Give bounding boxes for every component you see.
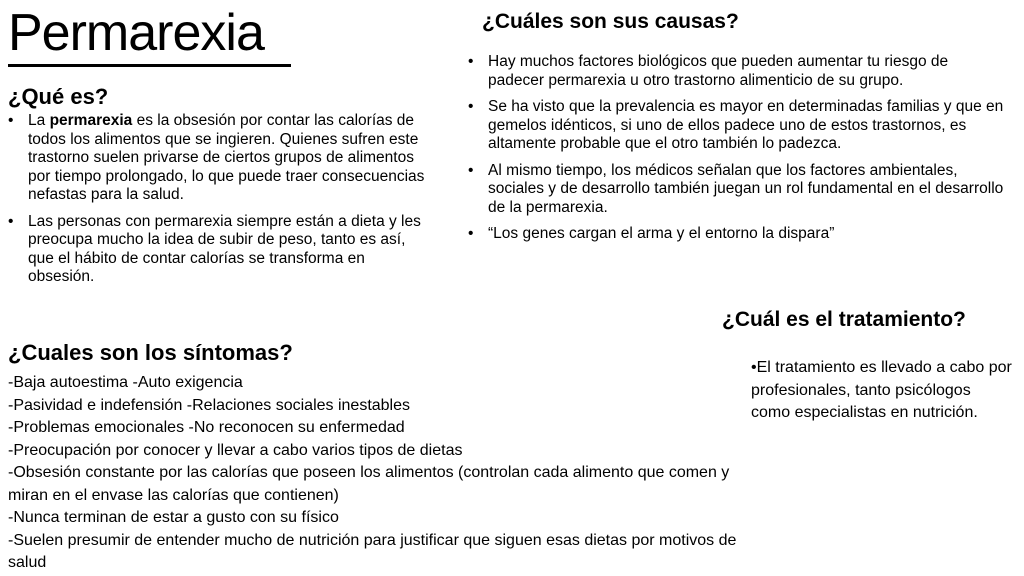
que-es-item-1-bold: permarexia [49, 112, 133, 129]
sintoma-line-7: -Suelen presumir de entender mucho de nutrición para justificar que siguen esas dietas por motivos de salud [8, 531, 737, 571]
sintoma-line-4: -Preocupación por conocer y llevar a cabo varios tipos de dietas [8, 441, 463, 459]
que-es-item-1-post: es la obsesión por contar las calorías de todos los alimentos que se ingieren. Quienes sufren este trastorno suelen privarse de ciertos grupos de alimentos por tiempo prolongado, lo que puede traer consecuencias nefastas para la salud. [28, 112, 425, 203]
que-es-heading: ¿Qué es? [8, 84, 109, 109]
que-es-item-1 [28, 112, 428, 205]
sintomas-list [8, 372, 748, 575]
que-es-item-1-pre: La [28, 112, 50, 129]
causas-item-4: • “Los genes cargan el arma y el entorno la dispara” [488, 225, 1008, 244]
sintoma-line-2: -Pasividad e indefensión -Relaciones sociales inestables [8, 396, 411, 414]
tratamiento-heading: ¿Cuál es el tratamiento? [722, 308, 966, 331]
tratamiento-text: •El tratamiento es llevado a cabo por profesionales, tanto psicólogos como especialistas en nutrición. [751, 359, 1012, 421]
causas-heading: ¿Cuáles son sus causas? [482, 10, 739, 33]
page-title: Permarexia [8, 4, 264, 62]
sintoma-line-5: -Obsesión constante por las calorías que poseen los alimentos (controlan cada alimento que comen y miran en el envase las calorías que contienen) [8, 464, 730, 504]
causas-list [488, 53, 1008, 252]
causas-item-3: • Al mismo tiempo, los médicos señalan que los factores ambientales, sociales y de desarrollo también juegan un rol fundamental en el desarrollo de la permarexia. [488, 162, 1008, 218]
sintoma-line-1: -Baja autoestima -Auto exigencia [8, 374, 243, 391]
que-es-item-2: • Las personas con permarexia siempre están a dieta y les preocupa mucho la idea de subir de peso, tanto es así, que el hábito de contar calorías se transforma en obsesión. [28, 213, 428, 287]
sintomas-heading: ¿Cuales son los síntomas? [8, 340, 293, 365]
causas-item-1: • Hay muchos factores biológicos que pueden aumentar tu riesgo de padecer permarexia u otro trastorno alimenticio de su grupo. [488, 53, 1008, 90]
sintoma-line-3: -Problemas emocionales -No reconocen su enfermedad [8, 419, 405, 436]
title-underline [8, 64, 291, 67]
que-es-list [28, 112, 428, 295]
causas-item-2: • Se ha visto que la prevalencia es mayor en determinadas familias y que en gemelos idénticos, si uno de ellos padece uno de estos trastornos, es altamente probable que el otro también lo padezca. [488, 98, 1008, 154]
sintoma-line-6: -Nunca terminan de estar a gusto con su físico [8, 509, 339, 526]
